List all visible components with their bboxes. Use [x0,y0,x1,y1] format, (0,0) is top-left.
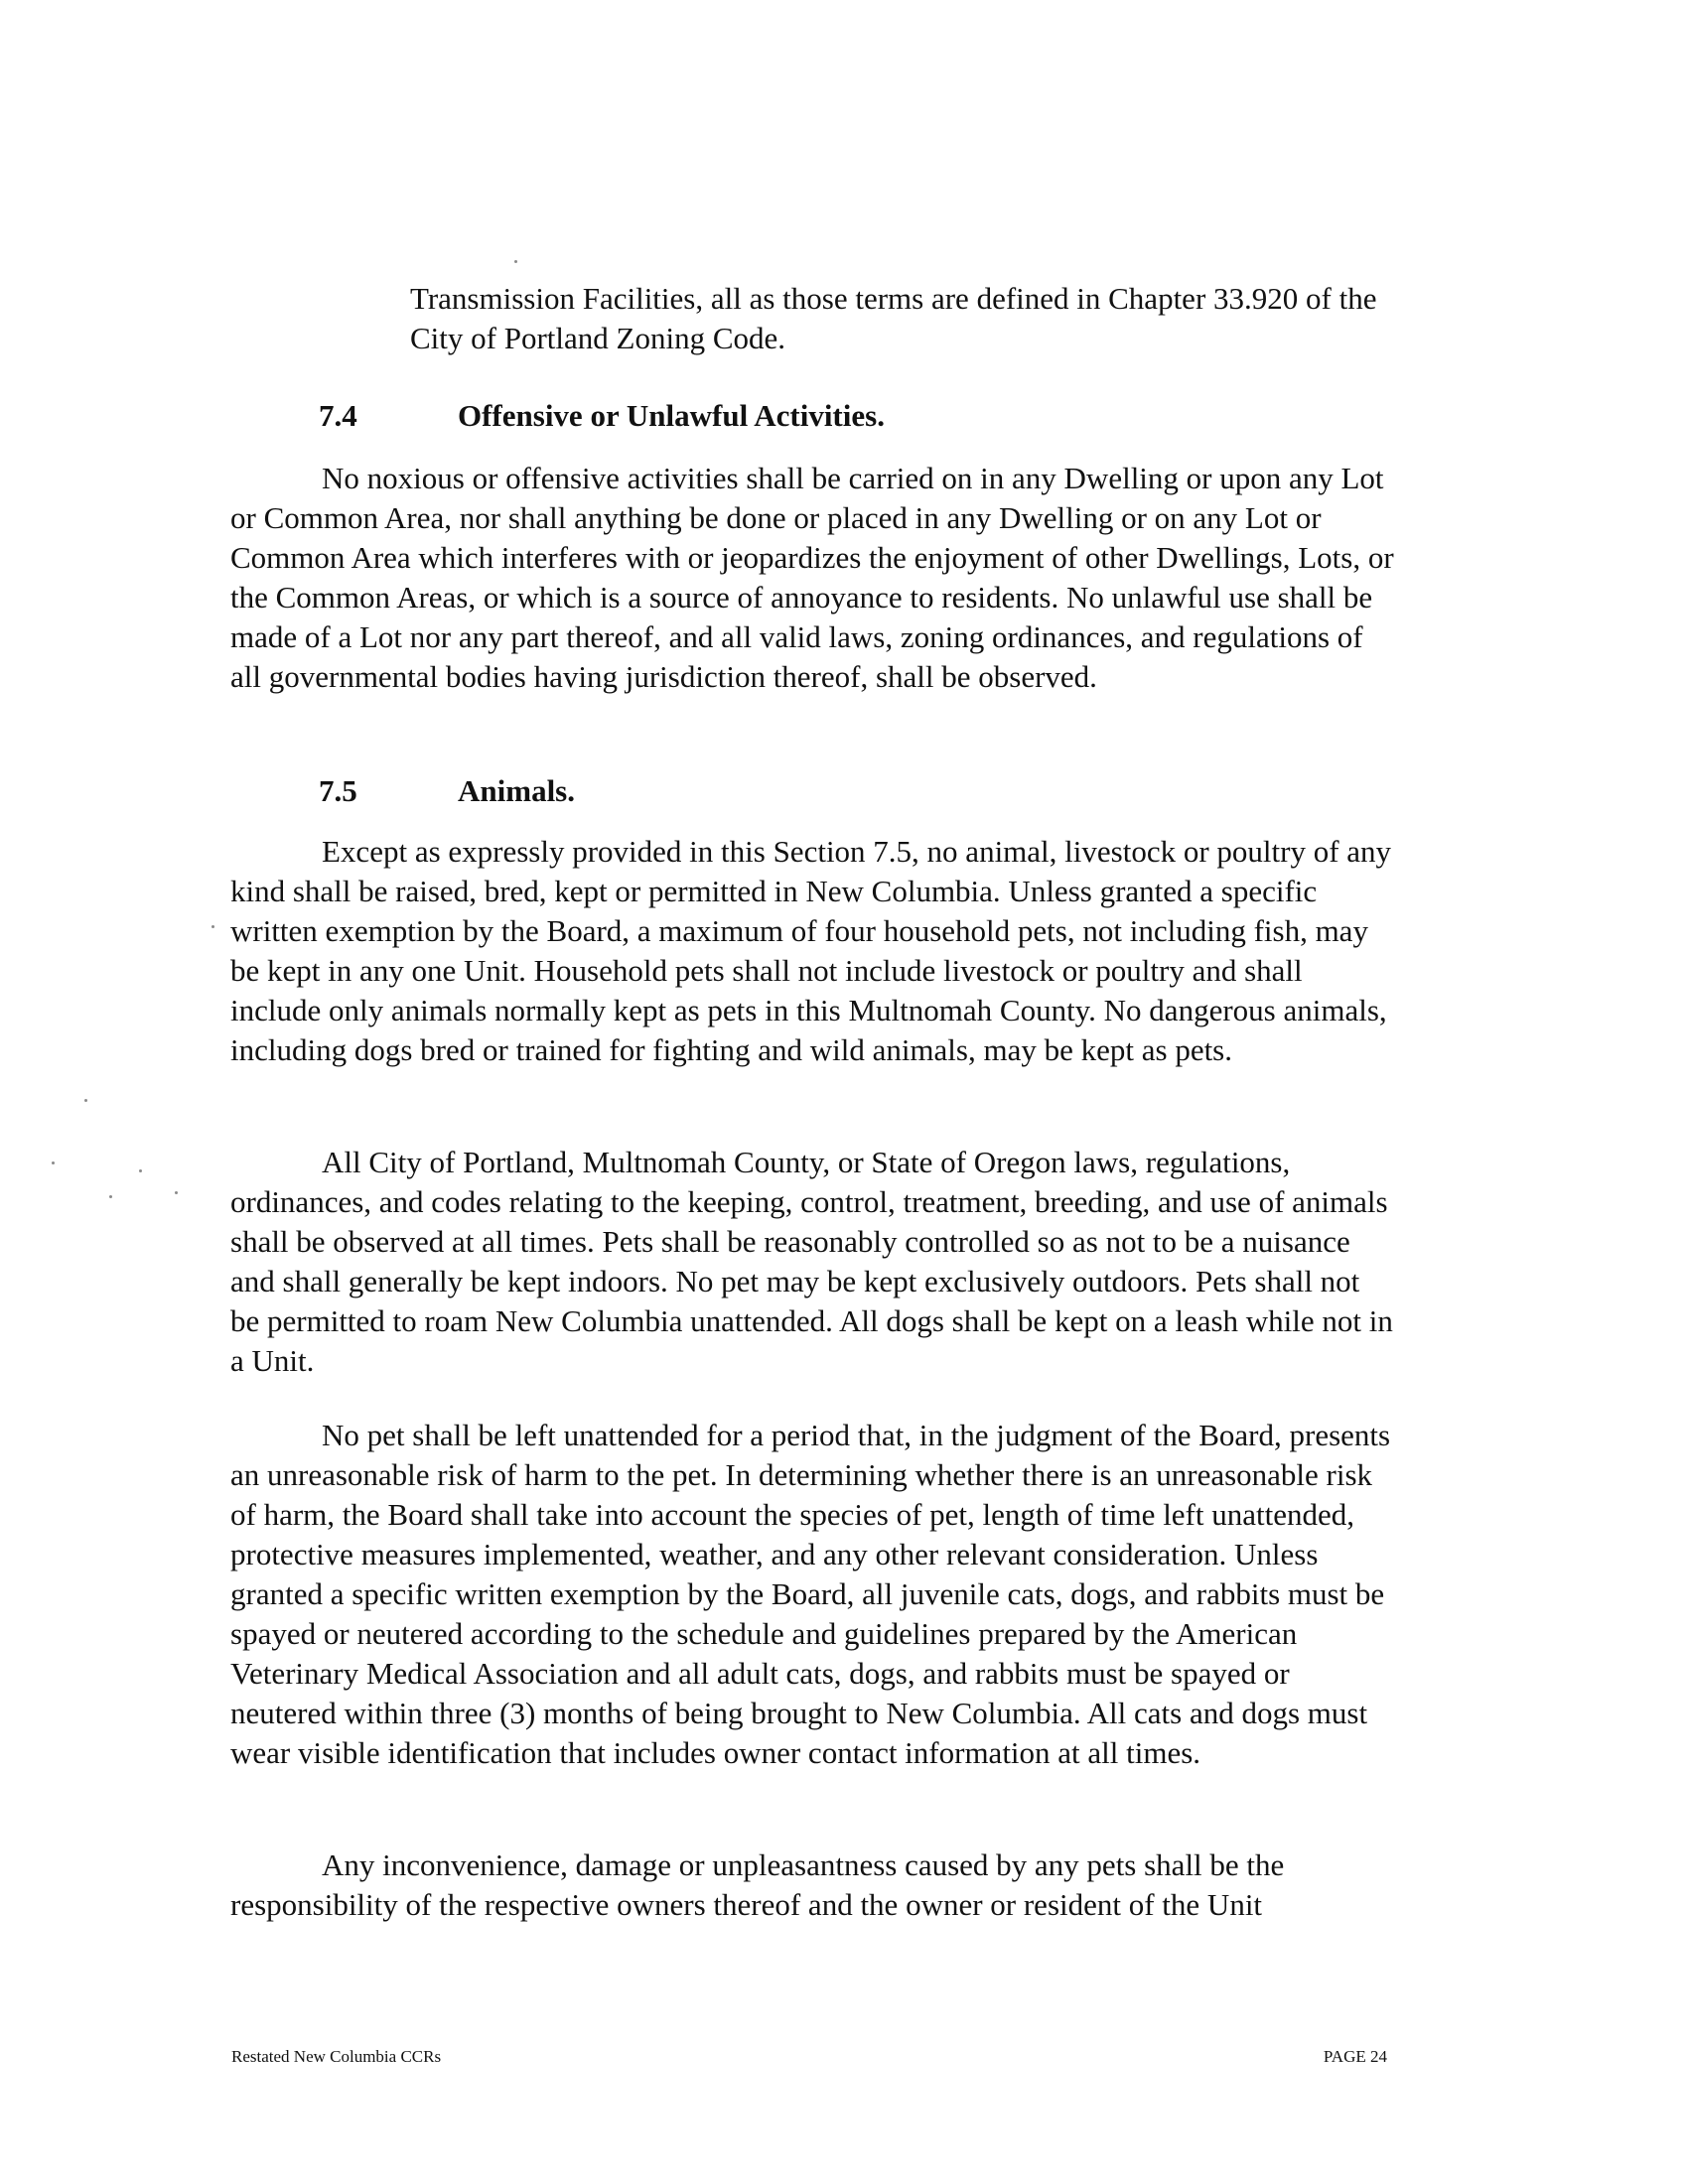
footer-page-number: PAGE 24 [1323,2047,1387,2066]
scan-speck [109,1195,112,1198]
scan-speck [52,1161,55,1164]
paragraph-7-5-4: Any inconvenience, damage or unpleasantness caused by any pets shall be the responsibility of the respective owners thereof and the owner or resident of the Unit [230,1847,1285,1922]
section-heading-7-4 [319,396,885,436]
paragraph-7-5-1: Except as expressly provided in this Section 7.5, no animal, livestock or poultry of any kind shall be raised, bred, kept or permitted in New Columbia. Unless granted a specific written exemption by the Board, a maximum of four household pets, not including fish, may be kept in any one Unit. Household pets shall not include livestock or poultry and shall include only animals normally kept as pets in this Multnomah County. No dangerous animals, including dogs bred or trained for fighting and wild animals, may be kept as pets. [230,834,1392,1067]
paragraph-7-5-3: No pet shall be left unattended for a period that, in the judgment of the Board, presents an unreasonable risk of harm to the pet. In determining whether there is an unreasonable risk of harm, the Board shall take into account the species of pet, length of time left unattended, protective measures implemented, weather, and any other relevant consideration. Unless granted a specific written exemption by the Board, all juvenile cats, dogs, and rabbits must be spayed or neutered according to the schedule and guidelines prepared by the American Veterinary Medical Association and all adult cats, dogs, and rabbits must be spayed or neutered within three (3) months of being brought to New Columbia. All cats and dogs must wear visible identification that includes owner contact information at all times. [230,1418,1391,1770]
scan-speck [211,925,214,928]
section-heading-7-5 [319,771,575,811]
continuation-paragraph: Transmission Facilities, all as those terms are defined in Chapter 33.920 of the City of Portland Zoning Code. [410,281,1377,355]
paragraph-7-4-1: No noxious or offensive activities shall be carried on in any Dwelling or upon any Lot or Common Area, nor shall anything be done or placed in any Dwelling or on any Lot or Common Area which interferes with or jeopardizes the enjoyment of other Dwellings, Lots, or the Common Areas, or which is a source of annoyance to residents. No unlawful use shall be made of a Lot nor any part thereof, and all valid laws, zoning ordinances, and regulations of all governmental bodies having jurisdiction thereof, shall be observed. [230,461,1394,694]
section-number: 7.5 [319,773,357,808]
scan-speck [514,260,517,263]
section-title: Animals. [458,773,575,808]
section-title: Offensive or Unlawful Activities. [458,398,885,433]
scan-speck [84,1099,87,1102]
section-number: 7.4 [319,398,357,433]
scan-speck [139,1169,142,1172]
paragraph-7-5-2: All City of Portland, Multnomah County, or State of Oregon laws, regulations, ordinances, and codes relating to the keeping, control, treatment, breeding, and use of animals shall be observed at all times. Pets shall be reasonably controlled so as not to be a nuisance and shall generally be kept indoors. No pet may be kept exclusively outdoors. Pets shall not be permitted to roam New Columbia unattended. All dogs shall be kept on a leash while not in a Unit. [230,1145,1393,1378]
scan-speck [175,1191,178,1194]
footer-document-title: Restated New Columbia CCRs [231,2047,442,2066]
